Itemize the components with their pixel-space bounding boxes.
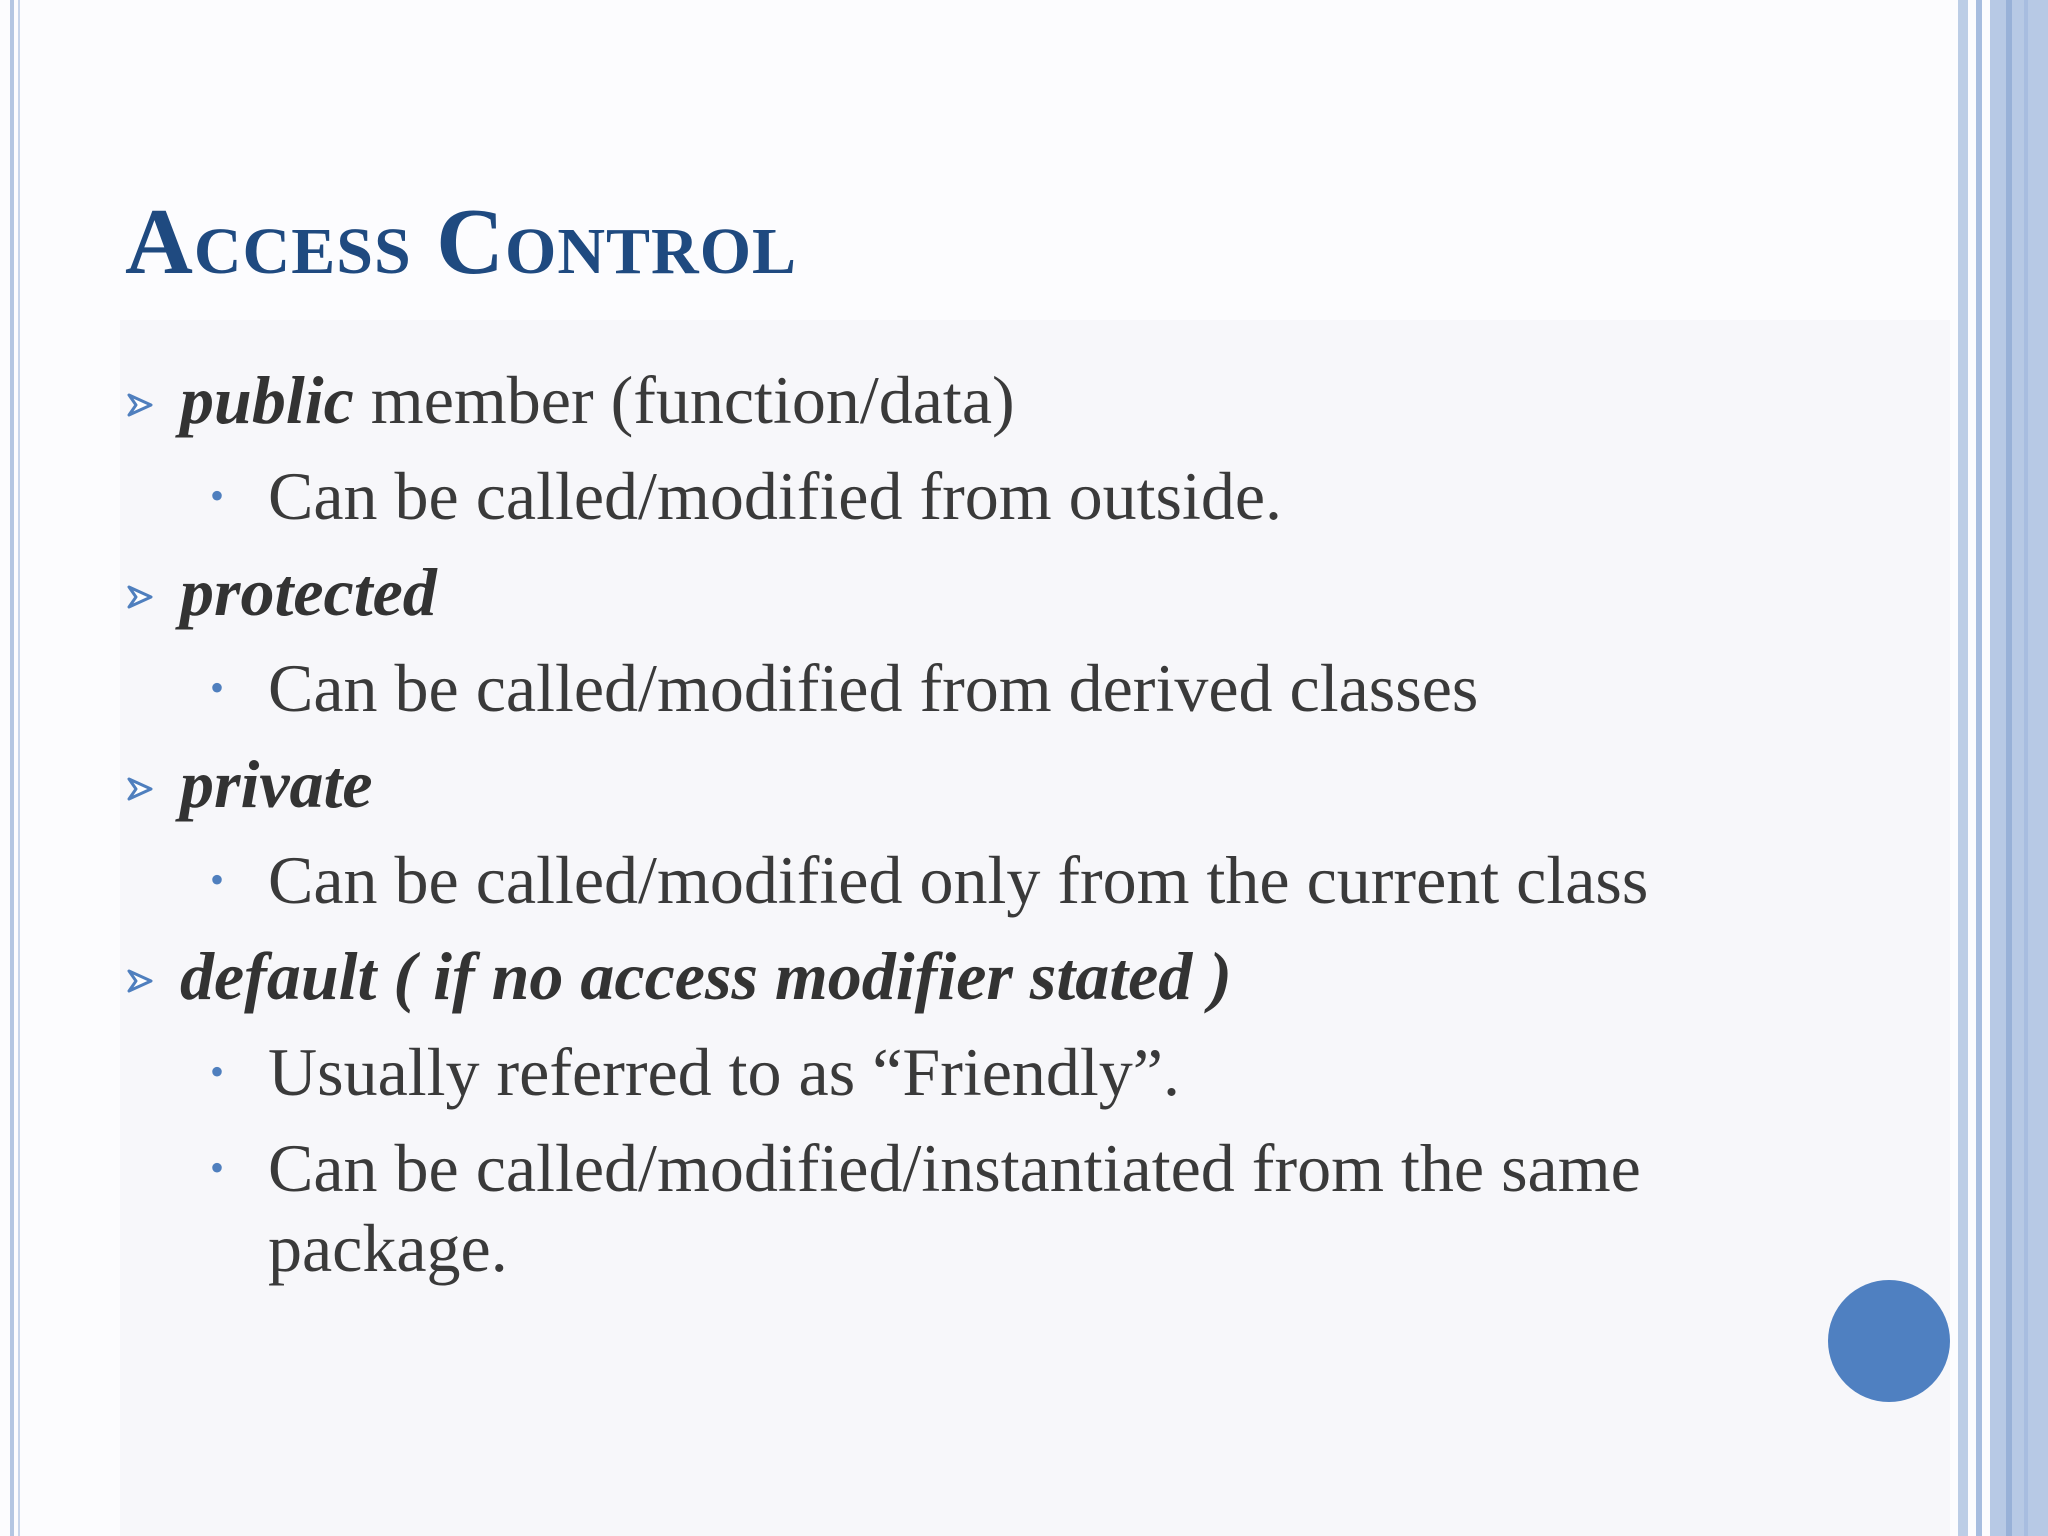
sub-bullet-text: Can be called/modified/instantiated from the same package.	[268, 1130, 1641, 1286]
sub-bullet-item	[125, 456, 1685, 536]
bullet-item-private	[125, 744, 1685, 824]
blue-circle-decoration	[1828, 1280, 1950, 1402]
right-border-stripe	[2024, 0, 2028, 1536]
dot-bullet-icon: •	[210, 857, 225, 902]
bullet-term: public	[180, 362, 354, 438]
sub-bullet-text: Can be called/modified only from the current class	[268, 842, 1649, 918]
dot-bullet-icon: •	[210, 665, 225, 710]
sub-bullet-item	[125, 1128, 1685, 1288]
sub-bullet-text: Usually referred to as “Friendly”.	[268, 1034, 1180, 1110]
dot-bullet-icon: •	[210, 1049, 225, 1094]
sub-bullet-item	[125, 648, 1685, 728]
bullet-item-protected	[125, 552, 1685, 632]
arrow-bullet-icon	[127, 968, 153, 994]
bullet-item-default	[125, 936, 1685, 1016]
arrow-bullet-icon	[127, 776, 153, 802]
bullet-item-public	[125, 360, 1685, 440]
dot-bullet-icon: •	[210, 1145, 225, 1190]
slide-title: Access Control	[125, 190, 798, 294]
bullet-text: member (function/data)	[353, 362, 1015, 438]
bullet-term: protected	[180, 554, 437, 630]
arrow-bullet-icon	[127, 392, 153, 418]
right-border-stripe	[1958, 0, 1968, 1536]
right-border-stripe	[1976, 0, 1982, 1536]
sub-bullet-item	[125, 1032, 1685, 1112]
left-border-line-inner	[18, 0, 20, 1536]
right-border-stripe	[2006, 0, 2012, 1536]
left-border-line	[10, 0, 14, 1536]
bullet-term: private	[180, 746, 373, 822]
bullet-term: default ( if no access modifier stated )	[180, 938, 1232, 1014]
dot-bullet-icon: •	[210, 473, 225, 518]
right-border-band	[1990, 0, 2048, 1536]
sub-bullet-item	[125, 840, 1685, 920]
bullet-list	[125, 360, 1685, 1304]
sub-bullet-text: Can be called/modified from derived classes	[268, 650, 1479, 726]
sub-bullet-text: Can be called/modified from outside.	[268, 458, 1283, 534]
arrow-bullet-icon	[127, 584, 153, 610]
